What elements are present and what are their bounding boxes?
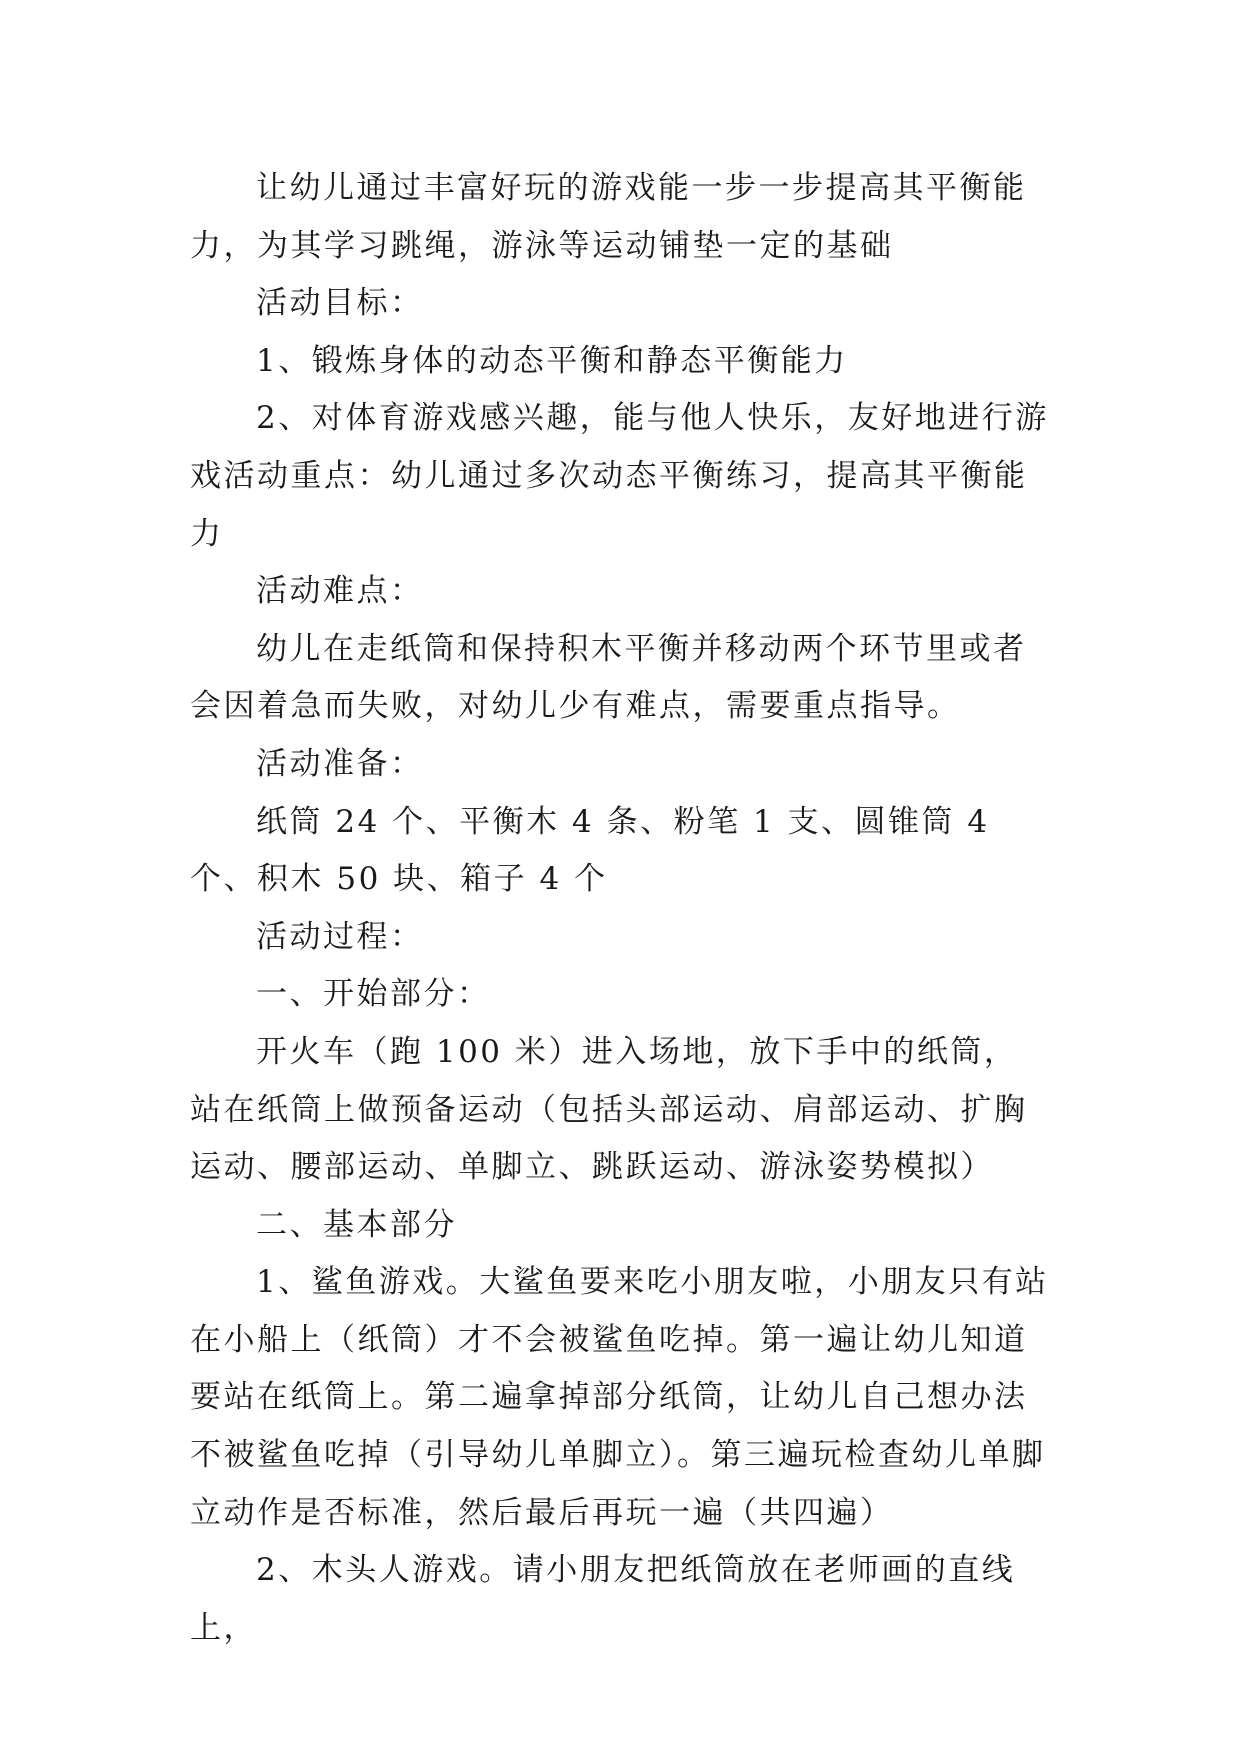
paragraph-materials: 纸筒 24 个、平衡木 4 条、粉笔 1 支、圆锥筒 4 个、积木 50 块、箱子 4 个 (190, 803, 990, 898)
paragraph-wooden-man-game: 2、木头人游戏。请小朋友把纸筒放在老师画的直线上， (190, 1552, 1016, 1646)
heading-activity-preparation: 活动准备： (256, 745, 424, 782)
heading-part-one: 一、开始部分： (256, 976, 491, 1013)
paragraph-shark-game: 1、鲨鱼游戏。大鲨鱼要来吃小朋友啦，小朋友只有站在小船上（纸筒）才不会被鲨鱼吃掉。第一遍让幼儿知道要站在纸筒上。第二遍拿掉部分纸筒，让幼儿自己想办法不被鲨鱼吃掉（引导幼儿单脚立）。第三遍玩检查幼儿单脚立动作是否标准，然后最后再玩一遍（共四遍） (190, 1264, 1049, 1531)
paragraph-warmup: 开火车（跑 100 米）进入场地，放下手中的纸筒，站在纸筒上做预备运动（包括头部运动、肩部运动、扩胸运动、腰部运动、单脚立、跳跃运动、游泳姿势模拟） (190, 1033, 1028, 1186)
heading-part-two: 二、基本部分 (256, 1206, 457, 1243)
paragraph-difficulty: 幼儿在走纸筒和保持积木平衡并移动两个环节里或者会因着急而失败，对幼儿少有难点，需要重点指导。 (190, 630, 1027, 725)
heading-activity-difficulty: 活动难点： (256, 573, 424, 610)
goal-item-2: 2、对体育游戏感兴趣，能与他人快乐，友好地进行游戏活动重点：幼儿通过多次动态平衡练习，提高其平衡能力 (190, 400, 1049, 552)
goal-item-1: 1、锻炼身体的动态平衡和静态平衡能力 (256, 342, 848, 379)
paragraph-purpose: 让幼儿通过丰富好玩的游戏能一步一步提高其平衡能力，为其学习跳绳，游泳等运动铺垫一定的基础 (190, 170, 1027, 264)
heading-activity-goals: 活动目标： (256, 285, 424, 322)
heading-activity-process: 活动过程： (256, 918, 424, 955)
document-body (190, 160, 1050, 1657)
